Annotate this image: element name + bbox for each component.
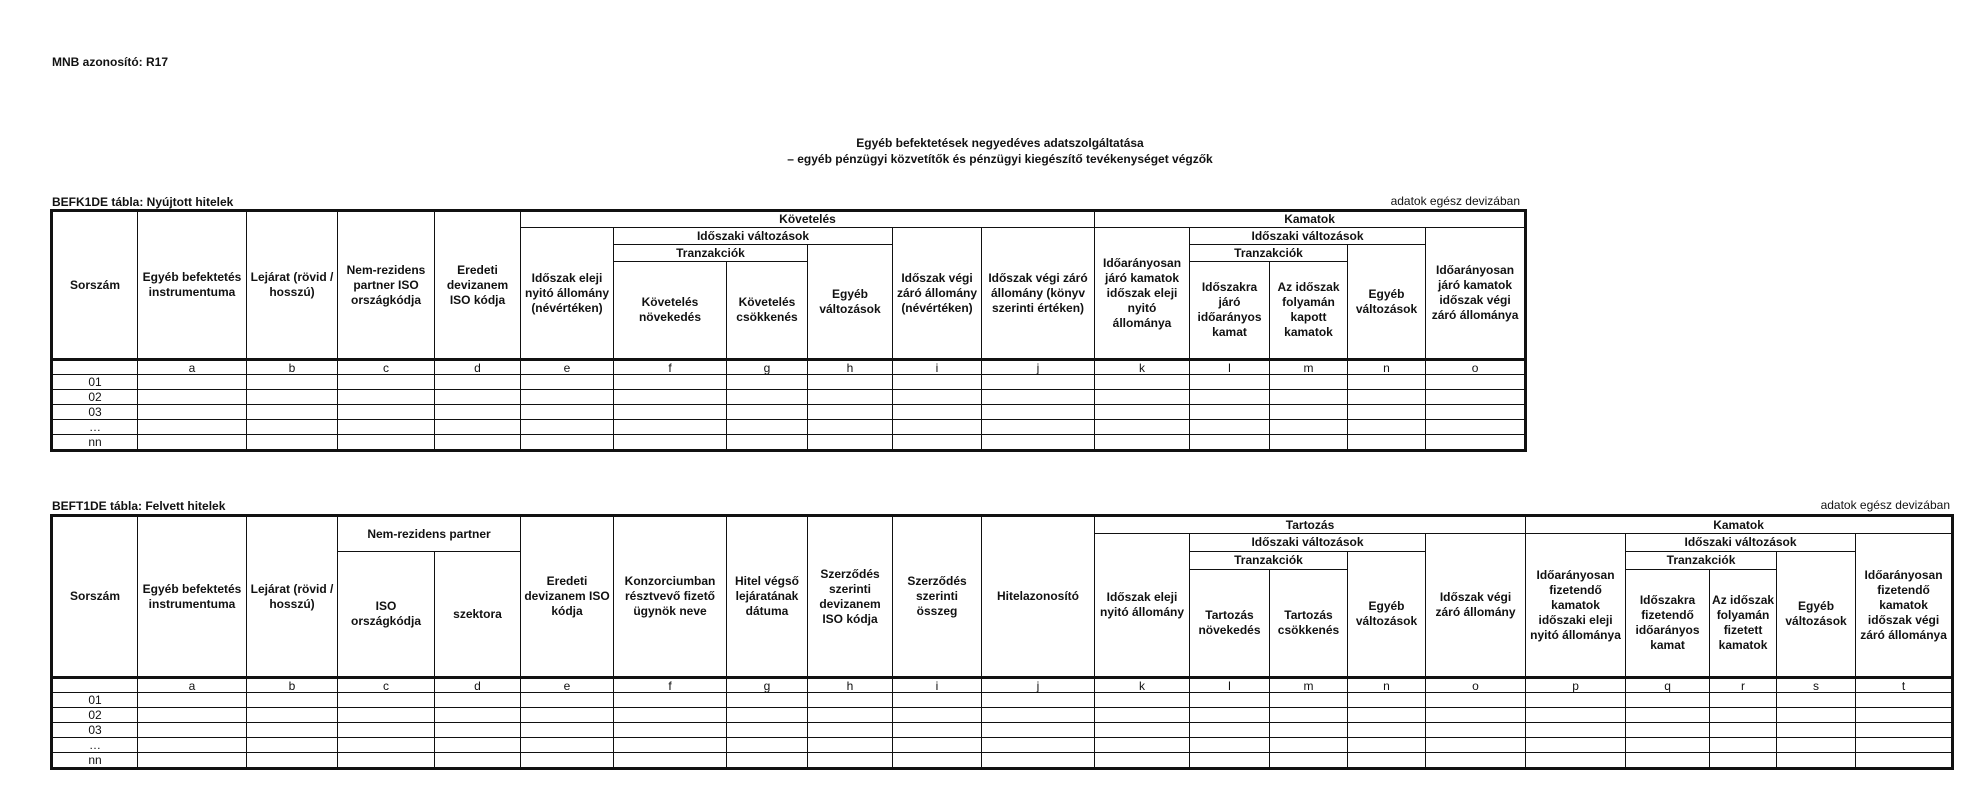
t2-data-cell[interactable]: [435, 738, 521, 753]
t2-data-cell[interactable]: [1777, 693, 1856, 708]
t1-data-cell[interactable]: [338, 375, 435, 390]
t2-data-cell[interactable]: [1348, 723, 1426, 738]
t1-data-cell[interactable]: [1095, 420, 1190, 435]
table-row: [52, 375, 1526, 390]
t2-group-idoszaki-valtozasok-tartozas: Időszaki változások: [1190, 534, 1426, 552]
t1-group-tranzakciok-kamatok: Tranzakciók: [1190, 245, 1348, 262]
t2-data-cell[interactable]: [338, 753, 435, 769]
t2-letter-h: h: [808, 678, 893, 693]
t2-data-cell[interactable]: [1095, 693, 1190, 708]
t2-data-cell[interactable]: [1526, 738, 1626, 753]
t2-header-d: szektora: [435, 552, 521, 678]
t1-data-cell[interactable]: [247, 390, 338, 405]
t2-letter-d: d: [435, 678, 521, 693]
t1-group-tranzakciok-koveteles: Tranzakciók: [614, 245, 808, 262]
t1-header-e: Időszak eleji nyitó állomány (névértéken): [521, 228, 614, 360]
t2-header-c: ISO országkódja: [338, 552, 435, 678]
t2-letter-b: b: [247, 678, 338, 693]
t2-data-cell[interactable]: [247, 753, 338, 769]
t2-group-idoszaki-valtozasok-kamatok: Időszaki változások: [1626, 534, 1856, 552]
t2-data-cell[interactable]: [1348, 708, 1426, 723]
t2-data-cell[interactable]: [1856, 753, 1953, 769]
t1-header-g: Követelés csökkenés: [727, 262, 808, 360]
t1-group-idoszaki-valtozasok-kamatok: Időszaki változások: [1190, 228, 1426, 245]
t1-data-cell[interactable]: [893, 390, 982, 405]
t2-data-cell[interactable]: [982, 738, 1095, 753]
t2-data-cell[interactable]: [808, 708, 893, 723]
t1-row-number: nn: [52, 435, 138, 451]
t1-data-cell[interactable]: [1426, 405, 1526, 420]
t2-row-number: nn: [52, 753, 138, 769]
t1-letter-i: i: [893, 360, 982, 375]
t1-letter-j: j: [982, 360, 1095, 375]
t2-data-cell[interactable]: [1190, 723, 1270, 738]
t2-data-cell[interactable]: [614, 693, 727, 708]
t2-data-cell[interactable]: [521, 723, 614, 738]
t2-data-cell[interactable]: [435, 753, 521, 769]
t2-data-cell[interactable]: [338, 723, 435, 738]
table-row: [52, 435, 1526, 451]
t2-letter-i: i: [893, 678, 982, 693]
t2-data-cell[interactable]: [1095, 738, 1190, 753]
t1-data-cell[interactable]: [727, 405, 808, 420]
t2-letter-j: j: [982, 678, 1095, 693]
t1-data-cell[interactable]: [247, 405, 338, 420]
t1-letter-a: a: [138, 360, 247, 375]
t2-header-i: Szerződés szerinti összeg: [893, 516, 982, 678]
t2-data-cell[interactable]: [1270, 723, 1348, 738]
t2-data-cell[interactable]: [614, 753, 727, 769]
t2-data-cell[interactable]: [521, 753, 614, 769]
t2-data-cell[interactable]: [1526, 708, 1626, 723]
t2-data-cell[interactable]: [1710, 693, 1777, 708]
t2-data-cell[interactable]: [435, 708, 521, 723]
t2-data-cell[interactable]: [138, 708, 247, 723]
t1-data-cell[interactable]: [982, 420, 1095, 435]
t2-data-cell[interactable]: [1710, 708, 1777, 723]
t1-data-cell[interactable]: [1190, 390, 1270, 405]
t1-data-cell[interactable]: [1426, 435, 1526, 451]
t2-letter-t: t: [1856, 678, 1953, 693]
t1-data-cell[interactable]: [614, 390, 727, 405]
table-row: [52, 708, 1953, 723]
t1-data-cell[interactable]: [1095, 390, 1190, 405]
t1-data-cell[interactable]: [614, 405, 727, 420]
t2-header-sorszam: Sorszám: [52, 516, 138, 678]
document-title-line1: Egyéb befektetések negyedéves adatszolgáltatása: [856, 136, 1144, 150]
t2-data-cell[interactable]: [1626, 738, 1710, 753]
t1-data-cell[interactable]: [1426, 420, 1526, 435]
t2-data-cell[interactable]: [1190, 693, 1270, 708]
t1-data-cell[interactable]: [521, 390, 614, 405]
t1-letter-k: k: [1095, 360, 1190, 375]
t2-data-cell[interactable]: [1777, 708, 1856, 723]
t1-data-cell[interactable]: [1270, 420, 1348, 435]
t1-group-kamatok: Kamatok: [1095, 211, 1526, 228]
t1-data-cell[interactable]: [138, 435, 247, 451]
t1-data-cell[interactable]: [1190, 375, 1270, 390]
t2-data-cell[interactable]: [1190, 708, 1270, 723]
t2-group-nem-rezidens-partner: Nem-rezidens partner: [338, 516, 521, 552]
t1-data-cell[interactable]: [1270, 390, 1348, 405]
t2-data-cell[interactable]: [893, 693, 982, 708]
t1-data-cell[interactable]: [727, 375, 808, 390]
t2-data-cell[interactable]: [614, 708, 727, 723]
t1-data-cell[interactable]: [247, 375, 338, 390]
table-row: [52, 693, 1953, 708]
table1-title: BEFK1DE tábla: Nyújtott hitelek: [52, 195, 234, 209]
t2-data-cell[interactable]: [1526, 753, 1626, 769]
t1-letter-blank: [52, 360, 138, 375]
t1-data-cell[interactable]: [893, 435, 982, 451]
t2-data-cell[interactable]: [521, 693, 614, 708]
t1-data-cell[interactable]: [1270, 405, 1348, 420]
t1-data-cell[interactable]: [727, 390, 808, 405]
t1-group-idoszaki-valtozasok-koveteles: Időszaki változások: [614, 228, 893, 245]
t1-data-cell[interactable]: [1426, 375, 1526, 390]
t1-header-d: Eredeti devizanem ISO kódja: [435, 211, 521, 360]
t2-data-cell[interactable]: [1095, 753, 1190, 769]
t2-data-cell[interactable]: [1856, 738, 1953, 753]
t1-data-cell[interactable]: [1348, 435, 1426, 451]
t2-group-tranzakciok-kamatok: Tranzakciók: [1626, 552, 1777, 570]
t1-data-cell[interactable]: [982, 435, 1095, 451]
t2-data-cell[interactable]: [1190, 738, 1270, 753]
t2-header-o: Időszak végi záró állomány: [1426, 534, 1526, 678]
t2-data-cell[interactable]: [338, 738, 435, 753]
t1-data-cell[interactable]: [614, 420, 727, 435]
t2-data-cell[interactable]: [893, 708, 982, 723]
t2-header-s: Egyéb változások: [1777, 552, 1856, 678]
t1-letter-d: d: [435, 360, 521, 375]
t2-letter-c: c: [338, 678, 435, 693]
t2-data-cell[interactable]: [808, 738, 893, 753]
t1-row-number: 02: [52, 390, 138, 405]
t2-data-cell[interactable]: [1710, 738, 1777, 753]
t1-data-cell[interactable]: [808, 435, 893, 451]
t2-letter-r: r: [1710, 678, 1777, 693]
t1-data-cell[interactable]: [521, 405, 614, 420]
t1-data-cell[interactable]: [247, 420, 338, 435]
table-row: [52, 405, 1526, 420]
t1-letter-n: n: [1348, 360, 1426, 375]
t1-data-cell[interactable]: [1426, 390, 1526, 405]
table2-grid: [50, 514, 1954, 770]
t2-header-a: Egyéb befektetés instrumentuma: [138, 516, 247, 678]
t1-data-cell[interactable]: [727, 420, 808, 435]
t1-data-cell[interactable]: [808, 405, 893, 420]
t1-group-koveteles: Követelés: [521, 211, 1095, 228]
t2-data-cell[interactable]: [138, 693, 247, 708]
t1-data-cell[interactable]: [138, 420, 247, 435]
table-row: [52, 738, 1953, 753]
t2-data-cell[interactable]: [1348, 753, 1426, 769]
t2-header-n: Egyéb változások: [1348, 552, 1426, 678]
t2-data-cell[interactable]: [1270, 693, 1348, 708]
t2-letter-blank: [52, 678, 138, 693]
t1-header-o: Időarányosan járó kamatok időszak végi záró állománya: [1426, 228, 1526, 360]
t2-header-r: Az időszak folyamán fizetett kamatok: [1710, 570, 1777, 678]
t2-data-cell[interactable]: [893, 738, 982, 753]
t2-letter-o: o: [1426, 678, 1526, 693]
table-row: [52, 753, 1953, 769]
t2-data-cell[interactable]: [1426, 753, 1526, 769]
t2-data-cell[interactable]: [808, 753, 893, 769]
t1-header-c: Nem-rezidens partner ISO országkódja: [338, 211, 435, 360]
t2-data-cell[interactable]: [435, 723, 521, 738]
t1-data-cell[interactable]: [1348, 420, 1426, 435]
t2-data-cell[interactable]: [1777, 738, 1856, 753]
t1-letter-l: l: [1190, 360, 1270, 375]
t2-data-cell[interactable]: [808, 693, 893, 708]
t2-data-cell[interactable]: [614, 723, 727, 738]
t2-letter-g: g: [727, 678, 808, 693]
t2-header-g: Hitel végső lejáratának dátuma: [727, 516, 808, 678]
t1-data-cell[interactable]: [614, 375, 727, 390]
t2-header-e: Eredeti devizanem ISO kódja: [521, 516, 614, 678]
t2-letter-q: q: [1626, 678, 1710, 693]
t2-data-cell[interactable]: [521, 738, 614, 753]
t2-group-tartozas: Tartozás: [1095, 516, 1526, 534]
t1-letter-g: g: [727, 360, 808, 375]
t2-data-cell[interactable]: [247, 708, 338, 723]
t2-data-cell[interactable]: [1856, 723, 1953, 738]
t1-row-number: 01: [52, 375, 138, 390]
t1-header-j: Időszak végi záró állomány (könyv szerinti értéken): [982, 228, 1095, 360]
t2-row-number: …: [52, 738, 138, 753]
t1-data-cell[interactable]: [1190, 405, 1270, 420]
t2-data-cell[interactable]: [727, 753, 808, 769]
t1-data-cell[interactable]: [982, 405, 1095, 420]
t1-header-sorszam: Sorszám: [52, 211, 138, 360]
t2-data-cell[interactable]: [1626, 693, 1710, 708]
t2-data-cell[interactable]: [727, 693, 808, 708]
t2-data-cell[interactable]: [247, 738, 338, 753]
t2-data-cell[interactable]: [1777, 723, 1856, 738]
t2-data-cell[interactable]: [521, 708, 614, 723]
t2-letter-s: s: [1777, 678, 1856, 693]
t2-letter-p: p: [1526, 678, 1626, 693]
t2-data-cell[interactable]: [247, 723, 338, 738]
t2-data-cell[interactable]: [247, 693, 338, 708]
t2-data-cell[interactable]: [1710, 723, 1777, 738]
t2-group-kamatok: Kamatok: [1526, 516, 1953, 534]
t1-letter-b: b: [247, 360, 338, 375]
t1-data-cell[interactable]: [435, 390, 521, 405]
t1-letter-c: c: [338, 360, 435, 375]
t2-letter-e: e: [521, 678, 614, 693]
t1-data-cell[interactable]: [435, 435, 521, 451]
t2-data-cell[interactable]: [982, 708, 1095, 723]
t1-header-l: Időszakra járó időarányos kamat: [1190, 262, 1270, 360]
t1-data-cell[interactable]: [247, 435, 338, 451]
t1-data-cell[interactable]: [893, 405, 982, 420]
t2-header-t: Időarányosan fizetendő kamatok időszak végi záró állománya: [1856, 534, 1953, 678]
t1-header-i: Időszak végi záró állomány (névértéken): [893, 228, 982, 360]
t2-header-k: Időszak eleji nyitó állomány: [1095, 534, 1190, 678]
t1-header-f: Követelés növekedés: [614, 262, 727, 360]
t1-data-cell[interactable]: [1190, 420, 1270, 435]
t1-header-h: Egyéb változások: [808, 245, 893, 360]
t2-data-cell[interactable]: [1856, 708, 1953, 723]
t2-row-number: 01: [52, 693, 138, 708]
t2-data-cell[interactable]: [982, 693, 1095, 708]
t2-data-cell[interactable]: [138, 723, 247, 738]
t2-data-cell[interactable]: [1426, 738, 1526, 753]
t1-data-cell[interactable]: [1348, 375, 1426, 390]
table2-title: BEFT1DE tábla: Felvett hitelek: [52, 499, 226, 513]
t2-data-cell[interactable]: [727, 738, 808, 753]
t1-header-a: Egyéb befektetés instrumentuma: [138, 211, 247, 360]
t1-data-cell[interactable]: [1095, 405, 1190, 420]
t2-data-cell[interactable]: [1190, 753, 1270, 769]
t2-data-cell[interactable]: [982, 723, 1095, 738]
t1-data-cell[interactable]: [521, 420, 614, 435]
table2-unit-note: adatok egész devizában: [1820, 498, 1950, 512]
t1-letter-o: o: [1426, 360, 1526, 375]
t1-letter-h: h: [808, 360, 893, 375]
t2-letter-row: [52, 678, 1953, 693]
t1-data-cell[interactable]: [982, 390, 1095, 405]
t1-data-cell[interactable]: [338, 420, 435, 435]
mnb-identifier: MNB azonosító: R17: [52, 55, 169, 69]
t2-data-cell[interactable]: [1710, 753, 1777, 769]
t2-header-h: Szerződés szerinti devizanem ISO kódja: [808, 516, 893, 678]
t2-header-l: Tartozás növekedés: [1190, 570, 1270, 678]
t2-letter-m: m: [1270, 678, 1348, 693]
t1-header-m: Az időszak folyamán kapott kamatok: [1270, 262, 1348, 360]
t2-data-cell[interactable]: [1348, 738, 1426, 753]
t2-header-q: Időszakra fizetendő időarányos kamat: [1626, 570, 1710, 678]
t2-data-cell[interactable]: [1426, 693, 1526, 708]
t1-data-cell[interactable]: [1348, 390, 1426, 405]
t2-data-cell[interactable]: [1348, 693, 1426, 708]
t2-header-p: Időarányosan fizetendő kamatok időszaki eleji nyitó állománya: [1526, 534, 1626, 678]
t2-letter-n: n: [1348, 678, 1426, 693]
t1-data-cell[interactable]: [808, 390, 893, 405]
t1-data-cell[interactable]: [338, 435, 435, 451]
t2-data-cell[interactable]: [1270, 753, 1348, 769]
t1-row-number: …: [52, 420, 138, 435]
t1-data-cell[interactable]: [614, 435, 727, 451]
t2-data-cell[interactable]: [727, 723, 808, 738]
table-row: [52, 420, 1526, 435]
t1-data-cell[interactable]: [138, 375, 247, 390]
t1-row-number: 03: [52, 405, 138, 420]
t2-data-rows: [52, 693, 1953, 769]
table-row: [52, 723, 1953, 738]
t1-letter-f: f: [614, 360, 727, 375]
document-title-line2: – egyéb pénzügyi közvetítők és pénzügyi kiegészítő tevékenységet végzők: [787, 152, 1213, 166]
t1-data-cell[interactable]: [808, 420, 893, 435]
t2-data-cell[interactable]: [1626, 723, 1710, 738]
t2-header-m: Tartozás csökkenés: [1270, 570, 1348, 678]
t2-group-tranzakciok-tartozas: Tranzakciók: [1190, 552, 1348, 570]
t2-data-cell[interactable]: [138, 753, 247, 769]
t2-data-cell[interactable]: [893, 723, 982, 738]
t2-data-cell[interactable]: [1426, 708, 1526, 723]
t1-letter-m: m: [1270, 360, 1348, 375]
t2-data-cell[interactable]: [1426, 723, 1526, 738]
table1-unit-note: adatok egész devizában: [1390, 194, 1520, 208]
t2-data-cell[interactable]: [138, 738, 247, 753]
t2-data-cell[interactable]: [1626, 708, 1710, 723]
t2-data-cell[interactable]: [1526, 693, 1626, 708]
t1-data-cell[interactable]: [1190, 435, 1270, 451]
t2-row-number: 03: [52, 723, 138, 738]
t1-data-cell[interactable]: [1270, 375, 1348, 390]
t2-data-cell[interactable]: [338, 693, 435, 708]
t2-data-cell[interactable]: [982, 753, 1095, 769]
t2-data-cell[interactable]: [1777, 753, 1856, 769]
t1-data-cell[interactable]: [521, 375, 614, 390]
t1-data-rows: [52, 375, 1526, 451]
t1-header-b: Lejárat (rövid / hosszú): [247, 211, 338, 360]
t1-letter-e: e: [521, 360, 614, 375]
t2-data-cell[interactable]: [1626, 753, 1710, 769]
t1-header-k: Időarányosan járó kamatok időszak eleji nyitó állománya: [1095, 228, 1190, 360]
document-title: [500, 135, 1500, 167]
t1-data-cell[interactable]: [338, 390, 435, 405]
t2-data-cell[interactable]: [1270, 708, 1348, 723]
t2-letter-a: a: [138, 678, 247, 693]
t2-data-cell[interactable]: [808, 723, 893, 738]
t2-data-cell[interactable]: [1095, 723, 1190, 738]
t2-data-cell[interactable]: [614, 738, 727, 753]
t2-data-cell[interactable]: [1526, 723, 1626, 738]
t2-row-number: 02: [52, 708, 138, 723]
t2-data-cell[interactable]: [1856, 693, 1953, 708]
t1-data-cell[interactable]: [138, 405, 247, 420]
t1-data-cell[interactable]: [1095, 435, 1190, 451]
table-row: [52, 390, 1526, 405]
t1-data-cell[interactable]: [727, 435, 808, 451]
t2-data-cell[interactable]: [1095, 708, 1190, 723]
t2-header-b: Lejárat (rövid / hosszú): [247, 516, 338, 678]
table1-grid: [50, 209, 1527, 452]
t2-data-cell[interactable]: [435, 693, 521, 708]
t1-data-cell[interactable]: [982, 375, 1095, 390]
t2-data-cell[interactable]: [338, 708, 435, 723]
t1-letter-row: [52, 360, 1526, 375]
t1-data-cell[interactable]: [435, 405, 521, 420]
t2-header-j: Hitelazonosító: [982, 516, 1095, 678]
t1-data-cell[interactable]: [1095, 375, 1190, 390]
t2-data-cell[interactable]: [1270, 738, 1348, 753]
t2-letter-f: f: [614, 678, 727, 693]
t1-data-cell[interactable]: [435, 375, 521, 390]
t2-letter-k: k: [1095, 678, 1190, 693]
t1-data-cell[interactable]: [138, 390, 247, 405]
t1-data-cell[interactable]: [435, 420, 521, 435]
t1-header-n: Egyéb változások: [1348, 245, 1426, 360]
t1-data-cell[interactable]: [521, 435, 614, 451]
t2-header-f: Konzorciumban résztvevő fizető ügynök neve: [614, 516, 727, 678]
t1-data-cell[interactable]: [1348, 405, 1426, 420]
t1-data-cell[interactable]: [808, 375, 893, 390]
t1-data-cell[interactable]: [893, 420, 982, 435]
t2-letter-l: l: [1190, 678, 1270, 693]
t2-data-cell[interactable]: [893, 753, 982, 769]
t1-data-cell[interactable]: [1270, 435, 1348, 451]
t1-data-cell[interactable]: [893, 375, 982, 390]
t1-data-cell[interactable]: [338, 405, 435, 420]
t2-data-cell[interactable]: [727, 708, 808, 723]
